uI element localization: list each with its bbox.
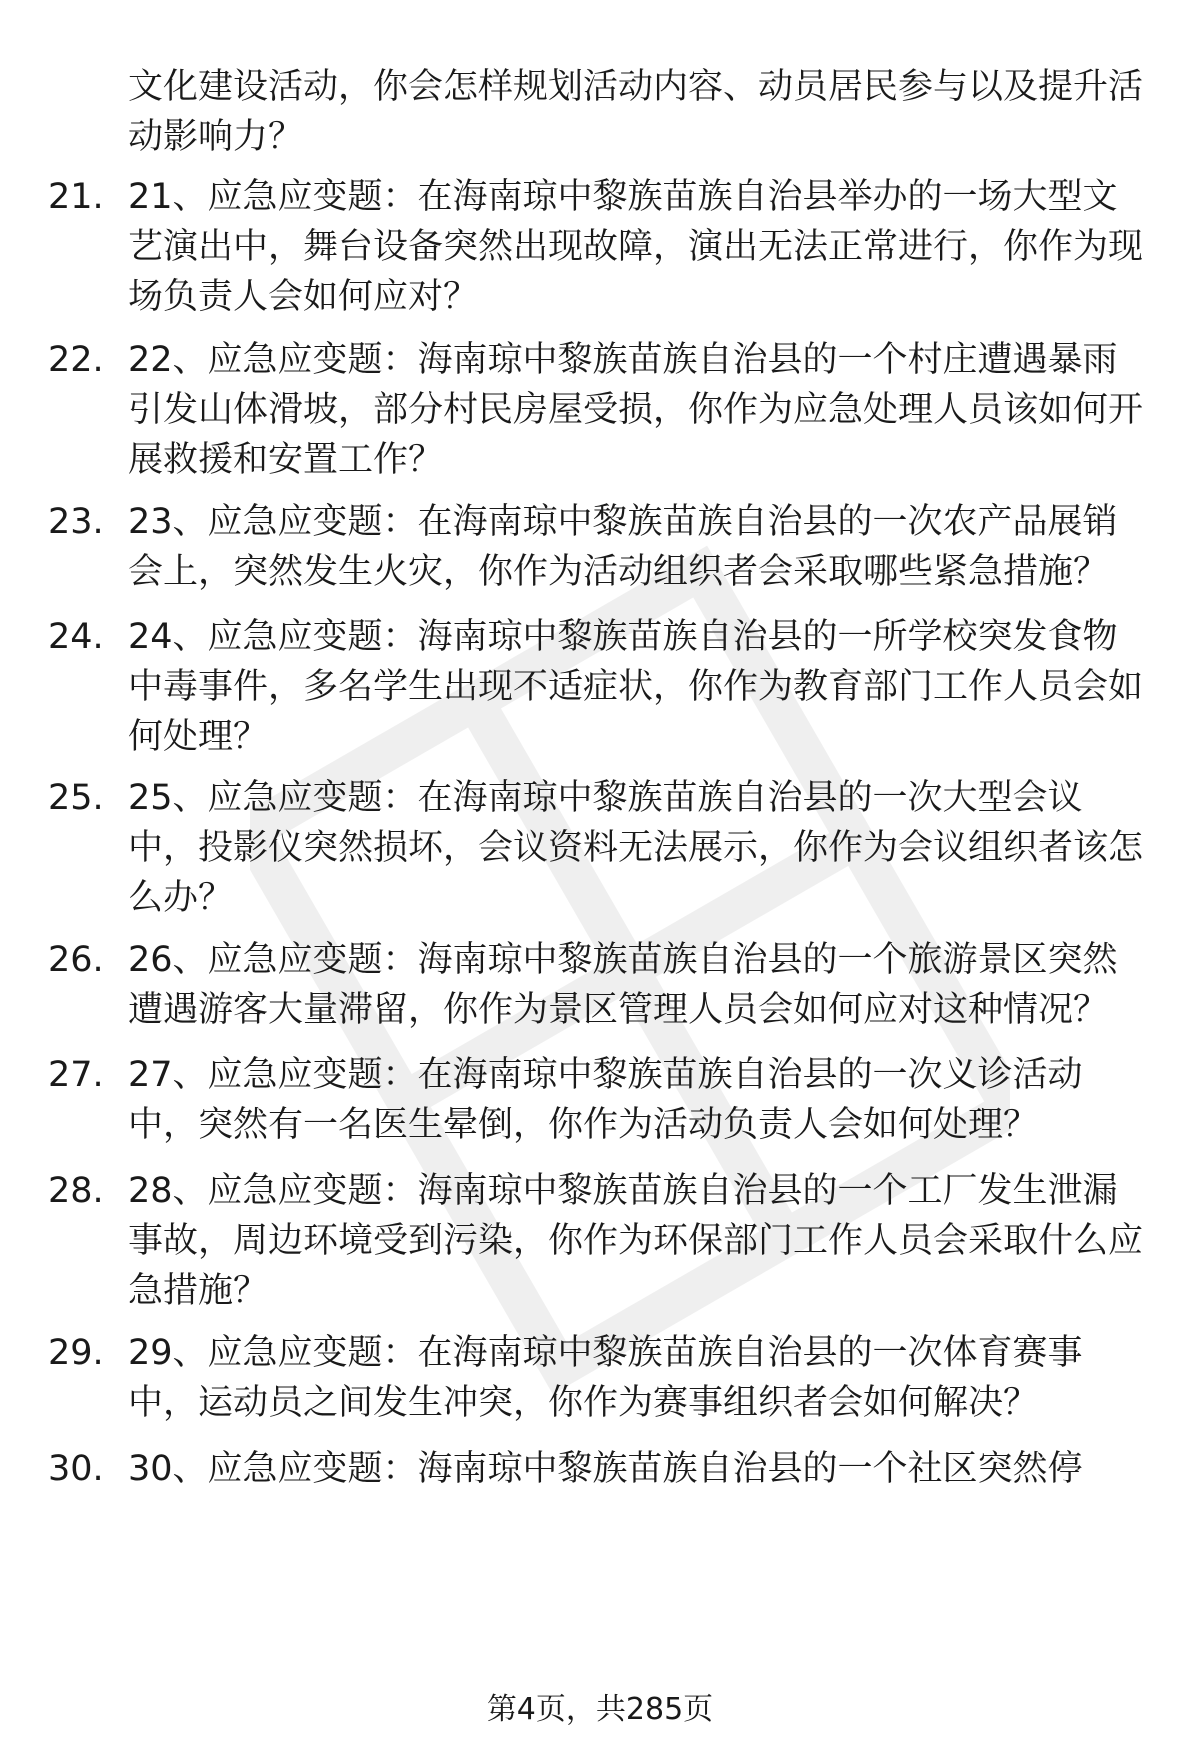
- question-number: 25.: [48, 778, 104, 818]
- question-text: 21、应急应变题：在海南琼中黎族苗族自治县举办的一场大型文艺演出中，舞台设备突然出现故障，演出无法正常进行，你作为现场负责人会如何应对？: [128, 177, 1144, 317]
- question-number: 30.: [48, 1449, 104, 1489]
- question-number: 21.: [48, 177, 104, 217]
- question-text: 30、应急应变题：海南琼中黎族苗族自治县的一个社区突然停: [128, 1449, 1083, 1489]
- question-text: 25、应急应变题：在海南琼中黎族苗族自治县的一次大型会议中，投影仪突然损坏，会议资料无法展示，你作为会议组织者该怎么办？: [128, 778, 1144, 918]
- question-text: 27、应急应变题：在海南琼中黎族苗族自治县的一次义诊活动中，突然有一名医生晕倒，你作为活动负责人会如何处理？: [128, 1055, 1083, 1145]
- question-text: 26、应急应变题：海南琼中黎族苗族自治县的一个旅游景区突然遭遇游客大量滞留，你作为景区管理人员会如何应对这种情况？: [128, 940, 1118, 1030]
- question-number: 24.: [48, 617, 104, 657]
- question-number: 29.: [48, 1333, 104, 1373]
- question-number: 26.: [48, 940, 104, 980]
- question-number: 23.: [48, 502, 104, 542]
- question-text: 29、应急应变题：在海南琼中黎族苗族自治县的一次体育赛事中，运动员之间发生冲突，你作为赛事组织者会如何解决？: [128, 1333, 1083, 1423]
- question-number: 27.: [48, 1055, 104, 1095]
- question-number: 28.: [48, 1171, 104, 1211]
- question-text: 24、应急应变题：海南琼中黎族苗族自治县的一所学校突发食物中毒事件，多名学生出现不适症状，你作为教育部门工作人员会如何处理？: [128, 617, 1144, 757]
- continuation-text: 文化建设活动，你会怎样规划活动内容、动员居民参与以及提升活动影响力？: [128, 67, 1144, 157]
- question-number: 22.: [48, 340, 104, 380]
- page-footer: 第4页，共285页: [486, 1692, 714, 1727]
- question-text: 22、应急应变题：海南琼中黎族苗族自治县的一个村庄遭遇暴雨引发山体滑坡，部分村民房屋受损，你作为应急处理人员该如何开展救援和安置工作？: [128, 340, 1144, 480]
- question-text: 28、应急应变题：海南琼中黎族苗族自治县的一个工厂发生泄漏事故，周边环境受到污染，你作为环保部门工作人员会采取什么应急措施？: [128, 1171, 1144, 1311]
- question-text: 23、应急应变题：在海南琼中黎族苗族自治县的一次农产品展销会上，突然发生火灾，你作为活动组织者会采取哪些紧急措施？: [128, 502, 1118, 592]
